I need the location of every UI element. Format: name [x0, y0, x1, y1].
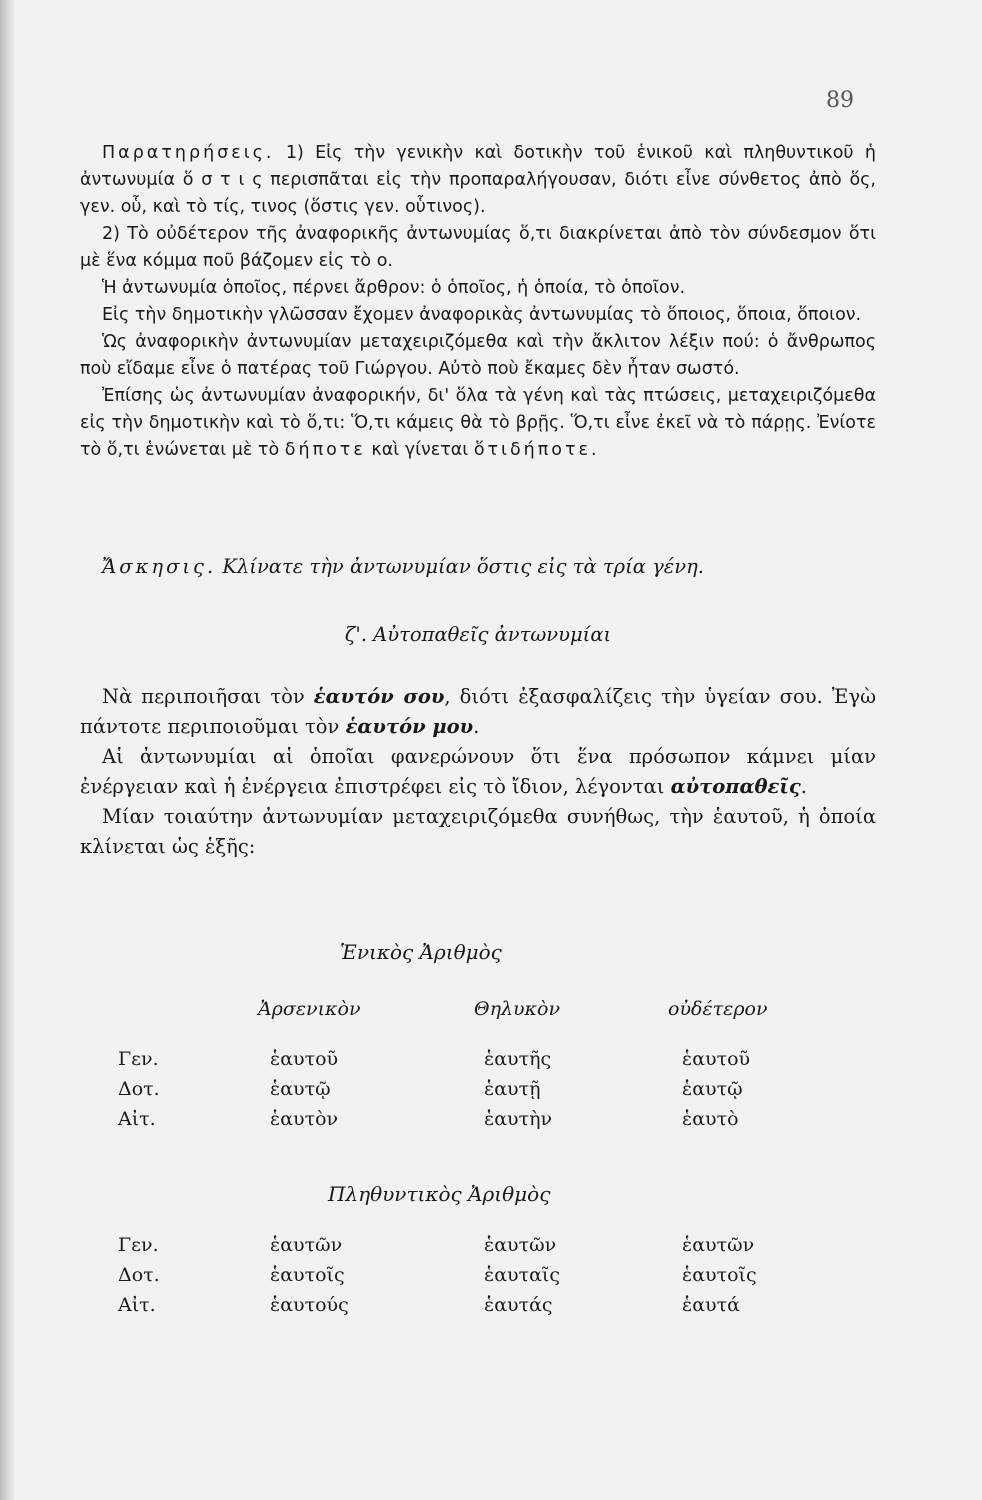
observation-1	[80, 140, 876, 221]
page-number: 89	[826, 88, 854, 113]
observation-6-text-a: Ἐπίσης ὡς ἀντωνυμίαν ἀναφορικήν, δι' ὅλα τὰ γένη καὶ τὰς πτώσεις, μεταχειριζόμεθα εἰς τὴν δημοτικὴν καὶ τὸ ὅ,τι: Ὅ,τι κάμεις θὰ τὸ βρῇς. Ὅ,τι εἶνε ἐκεῖ νὰ τὸ πάρῃς. Ἐνίοτε τὸ ὅ,τι ἑνώνεται μὲ τὸ	[80, 386, 876, 460]
observation-3: Ἡ ἀντωνυμία ὁποῖος, πέρνει ἄρθρον: ὁ ὁποῖος, ἡ ὁποία, τὸ ὁποῖον.	[102, 278, 686, 298]
emphasis-autopatheis: αὐτοπαθεῖς	[670, 775, 801, 798]
observation-2: 2) Τὸ οὐδέτερον τῆς ἀναφορικῆς ἀντωνυμίας ὅ,τι διακρίνεται ἀπὸ τὸν σύνδεσμον ὅτι μὲ ἕνα κόμμα ποῦ βάζομεν εἰς τὸ ο.	[80, 224, 876, 271]
observation-5: Ὡς ἀναφορικὴν ἀντωνυμίαν μεταχειριζόμεθα καὶ τὴν ἄκλιτον λέξιν πού: ὁ ἄνθρωπος ποὺ εἴδαμε εἶνε ὁ πατέρας τοῦ Γιώργου. Αὐτὸ ποὺ ἔκαμες δὲν ἦταν σωστό.	[80, 332, 876, 379]
body-p1-a: Νὰ περιποιῆσαι τὸν	[102, 685, 305, 708]
plural-case-gen: Γεν.	[118, 1234, 159, 1256]
emphasis-heauton-mou: ἑαυτόν μου	[345, 715, 474, 738]
exercise-text: Κλίνατε τὴν ἀντωνυμίαν ὅστις εἰς τὰ τρία γένη.	[222, 555, 705, 578]
header-masculine: Ἀρσενικὸν	[258, 998, 361, 1020]
body-p1-e: .	[473, 715, 480, 738]
singular-gen-n: ἑαυτοῦ	[682, 1048, 751, 1070]
singular-case-dat: Δοτ.	[118, 1078, 160, 1100]
plural-dat-f: ἑαυταῖς	[484, 1264, 561, 1286]
plural-gen-m: ἑαυτῶν	[270, 1234, 343, 1256]
plural-acc-f: ἑαυτάς	[484, 1294, 553, 1316]
page-binding-edge	[0, 0, 14, 1500]
plural-case-dat: Δοτ.	[118, 1264, 160, 1286]
singular-acc-m: ἑαυτὸν	[270, 1108, 339, 1130]
singular-dat-n: ἑαυτῷ	[682, 1078, 743, 1100]
singular-dat-f: ἑαυτῇ	[484, 1078, 541, 1100]
plural-dat-n: ἑαυτοῖς	[682, 1264, 757, 1286]
observation-6	[80, 383, 876, 464]
header-neuter: οὐδέτερον	[668, 998, 768, 1020]
observations-section	[80, 140, 876, 464]
body-paragraph-2	[80, 742, 876, 802]
plural-dat-m: ἑαυτοῖς	[270, 1264, 345, 1286]
exercise-label: Ἄσκησις.	[102, 555, 217, 578]
body-paragraph-1	[80, 682, 876, 742]
body-p1-c: , διότι ἐξασφαλίζεις τὴν ὑγείαν σου. Ἐγὼ πάντοτε περιποιοῦμαι τὸν	[80, 685, 876, 738]
body-paragraph-3: Μίαν τοιαύτην ἀντωνυμίαν μεταχειριζόμεθα συνήθως, τὴν ἑαυτοῦ, ἡ ὁποία κλίνεται ὡς ἑξῆς:	[80, 805, 876, 858]
singular-case-acc: Αἰτ.	[118, 1108, 156, 1130]
singular-gen-m: ἑαυτοῦ	[270, 1048, 339, 1070]
body-section	[80, 682, 876, 862]
emphasis-heauton-sou: ἑαυτόν σου	[313, 685, 445, 708]
singular-case-gen: Γεν.	[118, 1048, 159, 1070]
exercise	[80, 552, 876, 582]
observation-6-text-b: δήποτε	[284, 440, 366, 460]
singular-dat-m: ἑαυτῷ	[270, 1078, 331, 1100]
plural-case-acc: Αἰτ.	[118, 1294, 156, 1316]
body-p2-c: .	[800, 775, 807, 798]
singular-acc-f: ἑαυτὴν	[484, 1108, 553, 1130]
header-feminine: Θηλυκὸν	[474, 998, 561, 1020]
observation-1-text: 1) Εἰς τὴν γενικὴν καὶ δοτικὴν τοῦ ἑνικοῦ καὶ πληθυντικοῦ ἡ ἀντωνυμία ὅ σ τ ι ς περισπᾶται εἰς τὴν προπαραλήγουσαν, διότι εἶνε σύνθετος ἀπὸ ὅς, γεν. οὗ, καὶ τὸ τίς, τινος (ὅστις γεν. οὗτινος).	[80, 143, 876, 217]
section-title: ζ'. Αὐτοπαθεῖς ἀντωνυμίαι	[344, 623, 612, 646]
singular-caption: Ἑνικὸς Ἀριθμὸς	[340, 940, 502, 964]
plural-acc-m: ἑαυτούς	[270, 1294, 349, 1316]
observation-4: Εἰς τὴν δημοτικὴν γλῶσσαν ἔχομεν ἀναφορικὰς ἀντωνυμίας τὸ ὅποιος, ὅποια, ὅποιον.	[102, 305, 862, 325]
plural-acc-n: ἑαυτά	[682, 1294, 740, 1316]
singular-gen-f: ἑαυτῆς	[484, 1048, 552, 1070]
observation-6-text-c: καὶ γίνεται	[371, 440, 469, 460]
plural-caption: Πληθυντικὸς Ἀριθμὸς	[328, 1182, 551, 1206]
plural-gen-n: ἑαυτῶν	[682, 1234, 755, 1256]
body-p2-a: Αἱ ἀντωνυμίαι αἱ ὁποῖαι φανερώνουν ὅτι ἕνα πρόσωπον κάμνει μίαν ἐνέργειαν καὶ ἡ ἐνέργεια ἐπιστρέφει εἰς τὸ ἴδιον, λέγονται	[80, 745, 876, 798]
observations-heading: Παρατηρήσεις.	[102, 143, 275, 163]
singular-acc-n: ἑαυτὸ	[682, 1108, 739, 1130]
observation-6-text-d: ὅτιδήποτε.	[473, 440, 600, 460]
plural-gen-f: ἑαυτῶν	[484, 1234, 557, 1256]
